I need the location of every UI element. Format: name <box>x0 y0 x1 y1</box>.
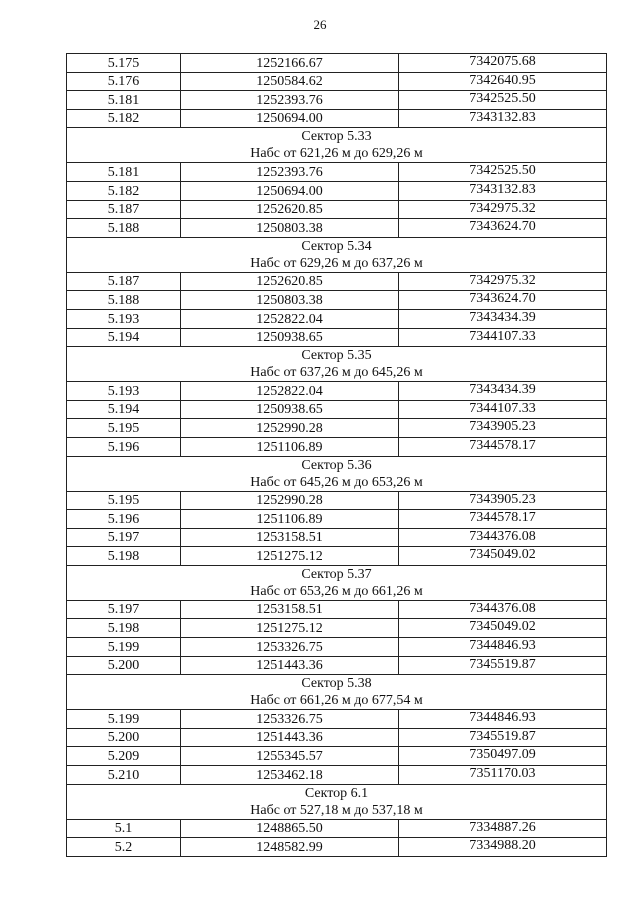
table-row <box>67 72 607 91</box>
table-row <box>67 200 607 219</box>
table-row <box>67 109 607 128</box>
x-coordinate-cell: 1250803.38 <box>181 291 399 310</box>
x-coordinate-cell: 1252393.76 <box>181 91 399 110</box>
x-coordinate-cell: 1253462.18 <box>181 766 399 785</box>
point-id-cell: 5.200 <box>67 728 181 747</box>
sector-elevation-range: Набс от 661,26 м до 677,54 м <box>250 693 423 709</box>
point-id-cell: 5.175 <box>67 54 181 73</box>
y-coordinate-cell: 7343905.23 <box>399 419 607 438</box>
y-coordinate-cell: 7344846.93 <box>399 710 607 729</box>
y-coordinate-cell: 7344376.08 <box>399 528 607 547</box>
sector-elevation-range: Набс от 653,26 м до 661,26 м <box>250 583 423 599</box>
y-coordinate-cell: 7344846.93 <box>399 638 607 657</box>
sector-header <box>67 347 607 382</box>
sector-header-row <box>67 565 607 600</box>
table-row <box>67 328 607 347</box>
table-row <box>67 219 607 238</box>
y-coordinate-cell: 7345519.87 <box>399 656 607 675</box>
table-row <box>67 91 607 110</box>
x-coordinate-cell: 1253326.75 <box>181 638 399 657</box>
x-coordinate-cell: 1252990.28 <box>181 419 399 438</box>
x-coordinate-cell: 1252822.04 <box>181 309 399 328</box>
sector-elevation-range: Набс от 629,26 м до 637,26 м <box>250 255 423 271</box>
y-coordinate-cell: 7344376.08 <box>399 600 607 619</box>
x-coordinate-cell: 1252393.76 <box>181 163 399 182</box>
sector-title: Сектор 5.36 <box>301 457 372 473</box>
point-id-cell: 5.195 <box>67 491 181 510</box>
point-id-cell: 5.182 <box>67 181 181 200</box>
sector-elevation-range: Набс от 637,26 м до 645,26 м <box>250 365 423 381</box>
table-row <box>67 766 607 785</box>
sector-header <box>67 565 607 600</box>
coordinates-table <box>66 53 607 857</box>
y-coordinate-cell: 7342975.32 <box>399 200 607 219</box>
y-coordinate-cell: 7342525.50 <box>399 91 607 110</box>
table-row <box>67 747 607 766</box>
sector-header-row <box>67 347 607 382</box>
sector-title: Сектор 5.33 <box>301 129 372 145</box>
y-coordinate-cell: 7334887.26 <box>399 819 607 838</box>
sector-header-row <box>67 237 607 272</box>
x-coordinate-cell: 1250938.65 <box>181 328 399 347</box>
point-id-cell: 5.181 <box>67 163 181 182</box>
sector-elevation-range: Набс от 621,26 м до 629,26 м <box>250 146 423 162</box>
point-id-cell: 5.193 <box>67 309 181 328</box>
point-id-cell: 5.188 <box>67 219 181 238</box>
point-id-cell: 5.1 <box>67 819 181 838</box>
sector-title: Сектор 5.35 <box>301 348 372 364</box>
x-coordinate-cell: 1253326.75 <box>181 710 399 729</box>
table-row <box>67 638 607 657</box>
x-coordinate-cell: 1251443.36 <box>181 656 399 675</box>
table-row <box>67 382 607 401</box>
y-coordinate-cell: 7344578.17 <box>399 510 607 529</box>
coordinates-table-body <box>67 54 607 857</box>
y-coordinate-cell: 7343132.83 <box>399 181 607 200</box>
table-row <box>67 600 607 619</box>
x-coordinate-cell: 1253158.51 <box>181 600 399 619</box>
sector-header <box>67 128 607 163</box>
y-coordinate-cell: 7343905.23 <box>399 491 607 510</box>
point-id-cell: 5.197 <box>67 600 181 619</box>
table-row <box>67 656 607 675</box>
point-id-cell: 5.209 <box>67 747 181 766</box>
point-id-cell: 5.197 <box>67 528 181 547</box>
table-row <box>67 419 607 438</box>
sector-elevation-range: Набс от 645,26 м до 653,26 м <box>250 474 423 490</box>
point-id-cell: 5.198 <box>67 619 181 638</box>
x-coordinate-cell: 1251443.36 <box>181 728 399 747</box>
table-row <box>67 400 607 419</box>
point-id-cell: 5.200 <box>67 656 181 675</box>
y-coordinate-cell: 7345519.87 <box>399 728 607 747</box>
point-id-cell: 5.188 <box>67 291 181 310</box>
sector-elevation-range: Набс от 527,18 м до 537,18 м <box>250 802 423 818</box>
table-row <box>67 309 607 328</box>
y-coordinate-cell: 7342075.68 <box>399 54 607 73</box>
point-id-cell: 5.199 <box>67 710 181 729</box>
sector-title: Сектор 6.1 <box>304 785 369 801</box>
table-row <box>67 54 607 73</box>
sector-header-row <box>67 675 607 710</box>
x-coordinate-cell: 1248865.50 <box>181 819 399 838</box>
x-coordinate-cell: 1252822.04 <box>181 382 399 401</box>
point-id-cell: 5.194 <box>67 328 181 347</box>
x-coordinate-cell: 1250694.00 <box>181 181 399 200</box>
point-id-cell: 5.181 <box>67 91 181 110</box>
x-coordinate-cell: 1248582.99 <box>181 838 399 857</box>
y-coordinate-cell: 7344107.33 <box>399 400 607 419</box>
point-id-cell: 5.182 <box>67 109 181 128</box>
x-coordinate-cell: 1252990.28 <box>181 491 399 510</box>
table-row <box>67 728 607 747</box>
x-coordinate-cell: 1251275.12 <box>181 547 399 566</box>
point-id-cell: 5.198 <box>67 547 181 566</box>
sector-title: Сектор 5.38 <box>301 676 372 692</box>
point-id-cell: 5.194 <box>67 400 181 419</box>
y-coordinate-cell: 7351170.03 <box>399 766 607 785</box>
x-coordinate-cell: 1251106.89 <box>181 437 399 456</box>
point-id-cell: 5.187 <box>67 200 181 219</box>
point-id-cell: 5.195 <box>67 419 181 438</box>
sector-header <box>67 456 607 491</box>
point-id-cell: 5.176 <box>67 72 181 91</box>
point-id-cell: 5.196 <box>67 510 181 529</box>
table-row <box>67 510 607 529</box>
point-id-cell: 5.187 <box>67 272 181 291</box>
y-coordinate-cell: 7345049.02 <box>399 619 607 638</box>
x-coordinate-cell: 1250584.62 <box>181 72 399 91</box>
y-coordinate-cell: 7342640.95 <box>399 72 607 91</box>
point-id-cell: 5.2 <box>67 838 181 857</box>
point-id-cell: 5.210 <box>67 766 181 785</box>
sector-title: Сектор 5.34 <box>301 238 372 254</box>
table-row <box>67 528 607 547</box>
x-coordinate-cell: 1255345.57 <box>181 747 399 766</box>
y-coordinate-cell: 7334988.20 <box>399 838 607 857</box>
y-coordinate-cell: 7344107.33 <box>399 328 607 347</box>
point-id-cell: 5.199 <box>67 638 181 657</box>
point-id-cell: 5.193 <box>67 382 181 401</box>
y-coordinate-cell: 7350497.09 <box>399 747 607 766</box>
x-coordinate-cell: 1252620.85 <box>181 200 399 219</box>
table-row <box>67 838 607 857</box>
table-row <box>67 163 607 182</box>
sector-header-row <box>67 128 607 163</box>
y-coordinate-cell: 7343624.70 <box>399 219 607 238</box>
x-coordinate-cell: 1251275.12 <box>181 619 399 638</box>
y-coordinate-cell: 7344578.17 <box>399 437 607 456</box>
table-row <box>67 272 607 291</box>
table-row <box>67 291 607 310</box>
y-coordinate-cell: 7345049.02 <box>399 547 607 566</box>
y-coordinate-cell: 7342525.50 <box>399 163 607 182</box>
sector-header-row <box>67 456 607 491</box>
x-coordinate-cell: 1251106.89 <box>181 510 399 529</box>
table-row <box>67 547 607 566</box>
y-coordinate-cell: 7343434.39 <box>399 382 607 401</box>
y-coordinate-cell: 7342975.32 <box>399 272 607 291</box>
table-row <box>67 619 607 638</box>
table-row <box>67 819 607 838</box>
table-row <box>67 181 607 200</box>
page-number: 26 <box>313 17 327 32</box>
sector-header <box>67 237 607 272</box>
point-id-cell: 5.196 <box>67 437 181 456</box>
x-coordinate-cell: 1250803.38 <box>181 219 399 238</box>
sector-header <box>67 675 607 710</box>
x-coordinate-cell: 1250694.00 <box>181 109 399 128</box>
x-coordinate-cell: 1253158.51 <box>181 528 399 547</box>
y-coordinate-cell: 7343624.70 <box>399 291 607 310</box>
sector-title: Сектор 5.37 <box>301 566 372 582</box>
x-coordinate-cell: 1250938.65 <box>181 400 399 419</box>
table-row <box>67 437 607 456</box>
y-coordinate-cell: 7343434.39 <box>399 309 607 328</box>
table-row <box>67 491 607 510</box>
y-coordinate-cell: 7343132.83 <box>399 109 607 128</box>
x-coordinate-cell: 1252620.85 <box>181 272 399 291</box>
sector-header <box>67 784 607 819</box>
table-row <box>67 710 607 729</box>
sector-header-row <box>67 784 607 819</box>
x-coordinate-cell: 1252166.67 <box>181 54 399 73</box>
